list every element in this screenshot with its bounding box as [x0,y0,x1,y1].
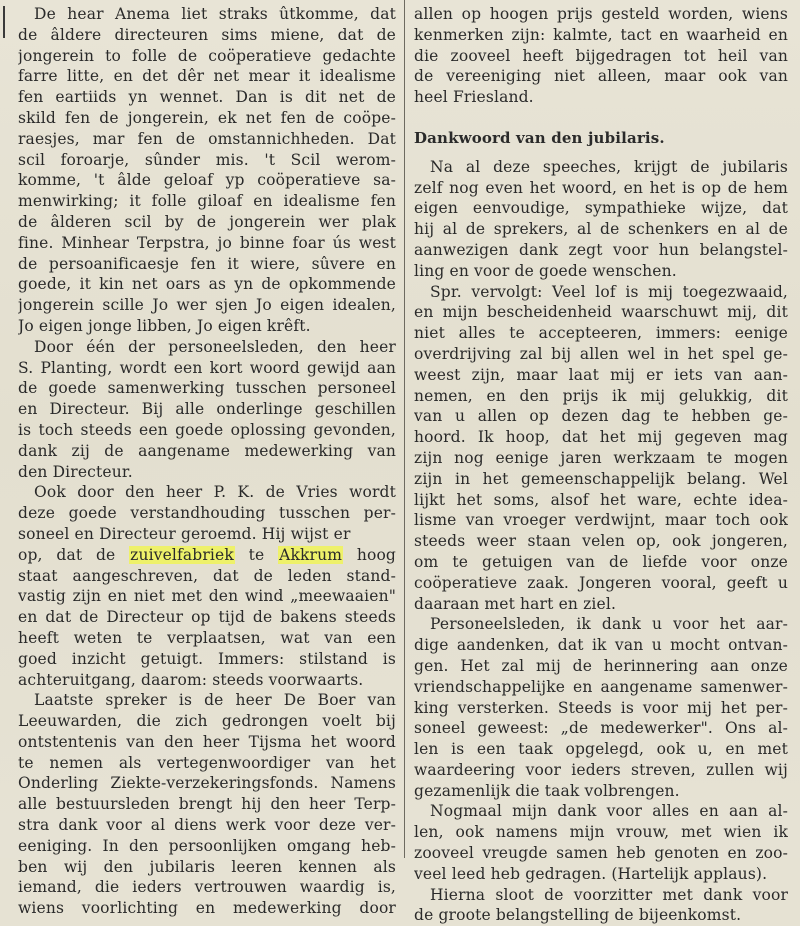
text-line: len is een taak opgelegd, ook u, en met [414,740,788,759]
paragraph-continuation [414,4,788,108]
text-line: iemand, die ieders vertrouwen waardig is, [18,878,396,897]
text-line: kenmerken zijn: kalmte, tact en waarheid en [414,25,788,44]
text-line: achteruitgang, daarom: steeds voorwaarts. [18,670,364,689]
text-line: te nemen als vertegenwoordiger van het [18,753,396,772]
text-line: eeniging. In den persoonlijken omgang heb- [18,836,396,855]
text-line: ben wij den jubilaris leeren kennen als [18,857,396,876]
text-line: om te getuigen van de liefde voor onze [414,552,788,571]
text-line: Na al deze speeches, krijgt de jubilaris [430,157,788,176]
text-line: gezamenlijk die taak volbrengen. [414,781,680,800]
highlighted-line [18,545,396,566]
margin-mark [3,6,5,38]
text-line: hoord. Ik hoop, dat het mij gegeven mag [414,428,788,447]
text-line: raesjes, mar fen de omstannichheden. Dat [18,129,396,148]
text-line: soneel geweest: „de medewerker". Ons al- [414,719,788,738]
text-line: vriendschappelijke en aangename samenwer- [414,677,788,696]
text-line: coöperatieve zaak. Jongeren vooral, geeft u [414,573,788,592]
text-line: fen eartiids yn wennet. Dan is dit net de [18,88,396,107]
text-line: heel Friesland. [414,88,534,107]
text-span: te [248,545,265,564]
text-line: heeft weten te verplaatsen, wat van een [18,628,396,647]
text-line: zijn in het gemeenschappelijk belang. Wel [414,469,788,488]
text-line: zijn nog eenige jaren werkzaam te mogen [414,448,788,467]
text-line: Onderling Ziekte-verzekeringsfonds. Namens [18,774,396,793]
text-line: goed inzicht getuigt. Immers: stilstand is [18,649,396,668]
text-line: Laatste spreker is de heer De Boer van [34,691,396,710]
text-line: waardeering voor ieders streven, zullen wij [414,760,788,779]
text-line: niet alles te accepteeren, immers: eenige [414,324,788,343]
text-line: zelf nog even het woord, en het is op de hem [414,178,788,197]
text-line: van u allen op dezen dag te hebben ge- [414,407,788,426]
paragraph-de-boer [18,690,396,919]
text-line: en Directeur. Bij alle onderlinge geschillen [18,400,396,419]
paragraph-vervolgt [414,282,788,615]
text-line: allen op hoogen prijs gesteld worden, wiens [414,5,788,23]
text-line: S. Planting, wordt een kort woord gewijd aan [18,358,396,377]
text-line: zooveel vreugde samen heb genoten en zoo- [414,844,788,863]
text-line: deze goede verstandhouding tusschen per- [18,504,396,523]
text-line: aanwezigen dank zegt voor hun belangstel- [414,240,788,259]
text-line: lisme van vroeger verdwijnt, maar toch ook [414,511,788,530]
text-span: hoog [356,545,396,564]
text-line: Personeelsleden, ik dank u voor het aar- [430,615,788,634]
text-line: wiens voorlichting en medewerking door [18,899,396,918]
text-line: Hierna sloot de voorzitter met dank voor [430,885,788,904]
text-line: eigen eenvoudige, sympathieke wijze, dat [414,199,788,218]
paragraph-hierna [414,885,788,926]
text-line: de âldere directeuren sims miene, dat de [18,25,396,44]
text-line: de vereeniging niet alleen, maar ook van [414,67,788,86]
text-line: komme, 't âlde geloaf yp coöperatieve sa- [18,171,396,190]
text-line: nemen, en den prijs ik mij gelukkig, dit [414,386,788,405]
paragraph-anema [18,4,396,337]
text-line: gen. Het zal mij de herinnering aan onze [414,656,788,675]
paragraph-de-vries-lines-a [18,482,396,544]
text-line: veel leed heb gedragen. (Hartelijk applaus). [414,864,768,883]
text-line: alle bestuursleden brengt hij den heer Terp- [18,795,396,814]
text-line: jongerein to folle de coöperatieve gedachte [18,46,396,65]
text-line: en dat de Directeur op tijd de bakens steeds [18,608,396,627]
text-line: Ook door den heer P. K. de Vries wordt [34,483,396,502]
paragraph-de-vries [18,482,396,690]
text-line: farre litte, en det dêr net mear it idealisme [18,67,396,86]
text-line: steeds weer staan velen op, ook jongeren, [414,532,788,551]
text-line: scil foroarje, sûnder mis. 't Scil werom- [18,150,396,169]
text-line: de âlderen scil by de jongerein wer plak [18,212,396,231]
text-line: Leeuwarden, die zich gedrongen voelt bij [18,712,396,731]
text-line: weest zijn, maar laat mij er iets van aan- [414,365,788,384]
text-line: Nogmaal mijn dank voor alles en aan al- [430,802,788,821]
text-span: op, dat de [18,545,116,564]
text-line: De hear Anema liet straks ûtkomme, dat [34,5,396,23]
text-line: king versterken. Steeds is voor mij het per- [414,698,788,717]
text-line: soneel en Directeur geroemd. Hij wijst er [18,524,351,543]
highlight-zuivelfabriek: zuivelfabriek [130,545,234,564]
text-line: len, ook namens mijn vrouw, met wien ik [414,823,788,842]
text-line: jongerein scille Jo wer sjen Jo eigen idealen, [18,296,396,315]
text-line: menwirking; it folle giloaf en idealisme fen [18,192,396,211]
paragraph-de-vries-lines-b [18,566,396,691]
highlight-akkrum: Akkrum [279,545,343,564]
text-line: stra dank voor al diens werk voor deze ver- [18,816,396,835]
paragraph-nogmaal [414,801,788,884]
text-line: de goede samenwerking tusschen personeel [18,379,396,398]
text-line: staat aangeschreven, dat de leden stand- [18,566,396,585]
right-column [414,4,788,926]
text-line: daaraan met hart en ziel. [414,594,617,613]
text-line: Spr. vervolgt: Veel lof is mij toegezwaaid, [430,282,788,301]
text-line: lijkt het soms, alsof het ware, echte idea- [414,490,788,509]
text-line: die zooveel heeft bijgedragen tot heil van [414,46,788,65]
text-line: de persoanificaesje fen it wiere, sûvere en [18,254,396,273]
text-line: de groote belangstelling de bijeenkomst. [414,906,742,925]
text-line: hij al de sprekers, al de schenkers en al de [414,220,788,239]
text-line: is toch steeds een goede oplossing gevonden, [18,420,396,439]
paragraph-personeelsleden [414,614,788,801]
text-line: skild fen de jongerein, ek net fen de coöpe- [18,108,396,127]
text-line: fine. Minhear Terpstra, jo binne foar ús west [18,233,396,252]
text-line: Jo eigen jonge libben, Jo eigen krêft. [18,316,311,335]
column-divider [404,0,405,858]
text-line: ontstentenis van den heer Tijsma het woord [18,732,396,751]
text-line: ling en voor de goede wenschen. [414,261,677,280]
text-line: overdrijving zal bij allen wel in het spel ge- [414,344,788,363]
section-heading: Dankwoord van den jubilaris. [414,128,665,147]
text-line: Door één der personeelsleden, den heer [34,337,396,356]
text-line: en mijn bescheidenheid waarschuwt mij, dit [414,303,788,322]
text-line: dige aandenken, dat ik van u mocht ontvan- [414,636,788,655]
text-line: den Directeur. [18,462,133,481]
paragraph-planting [18,337,396,483]
paragraph-dankwoord [414,157,788,282]
left-column [18,4,396,919]
text-line: vastig zijn en niet met den wind „meewaaien" [18,587,396,606]
text-line: goede, it kin net oars as yn de opkommende [18,275,396,294]
text-line: dank zij de aangename medewerking van [18,441,396,460]
